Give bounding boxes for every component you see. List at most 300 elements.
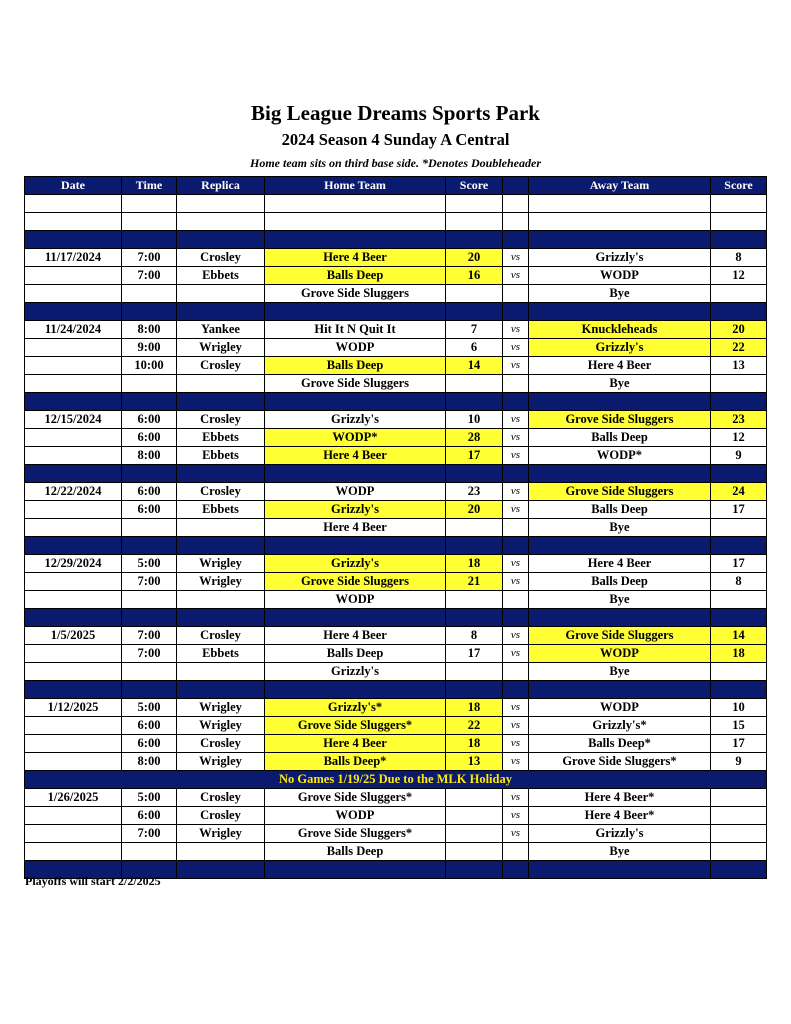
divider-cell (177, 681, 265, 699)
home-score-cell: 28 (446, 429, 503, 447)
home-team-cell: Here 4 Beer (265, 249, 446, 267)
away-team-cell: Bye (529, 843, 711, 861)
time-cell: 7:00 (122, 573, 177, 591)
replica-cell: Wrigley (177, 753, 265, 771)
divider-cell (25, 681, 122, 699)
time-cell: 7:00 (122, 249, 177, 267)
away-team-cell: Here 4 Beer* (529, 807, 711, 825)
game-row (25, 825, 767, 843)
empty-cell (711, 195, 767, 213)
vs-cell: vs (503, 447, 529, 465)
divider-cell (503, 681, 529, 699)
home-team-cell: Hit It N Quit It (265, 321, 446, 339)
home-score-cell (446, 285, 503, 303)
home-score-cell: 20 (446, 501, 503, 519)
vs-cell: vs (503, 645, 529, 663)
divider-cell (446, 861, 503, 879)
away-score-cell: 12 (711, 267, 767, 285)
home-team-cell: Grove Side Sluggers (265, 573, 446, 591)
divider-cell (503, 465, 529, 483)
replica-cell: Ebbets (177, 501, 265, 519)
empty-cell (122, 213, 177, 231)
home-score-cell: 17 (446, 447, 503, 465)
away-team-cell: Bye (529, 591, 711, 609)
away-team-cell: Bye (529, 375, 711, 393)
date-cell (25, 519, 122, 537)
game-row (25, 663, 767, 681)
date-cell (25, 375, 122, 393)
time-cell: 5:00 (122, 555, 177, 573)
time-cell (122, 843, 177, 861)
replica-cell: Crosley (177, 483, 265, 501)
away-score-cell (711, 807, 767, 825)
home-team-cell: WODP (265, 339, 446, 357)
away-team-cell: Grove Side Sluggers (529, 627, 711, 645)
home-score-cell: 18 (446, 555, 503, 573)
away-score-cell (711, 789, 767, 807)
replica-cell: Crosley (177, 735, 265, 753)
divider-cell (503, 303, 529, 321)
divider-cell (122, 231, 177, 249)
replica-cell: Ebbets (177, 645, 265, 663)
home-score-cell: 7 (446, 321, 503, 339)
divider-cell (529, 861, 711, 879)
game-row (25, 735, 767, 753)
time-cell: 9:00 (122, 339, 177, 357)
home-team-cell: Balls Deep (265, 267, 446, 285)
away-team-cell: Grizzly's (529, 249, 711, 267)
date-cell (25, 285, 122, 303)
away-team-cell: Grove Side Sluggers* (529, 753, 711, 771)
home-score-cell: 21 (446, 573, 503, 591)
divider-cell (529, 681, 711, 699)
divider-cell (529, 465, 711, 483)
away-score-cell: 17 (711, 735, 767, 753)
home-score-cell (446, 663, 503, 681)
away-team-cell: Balls Deep (529, 573, 711, 591)
away-score-cell (711, 285, 767, 303)
empty-cell (177, 213, 265, 231)
home-score-cell: 22 (446, 717, 503, 735)
game-row (25, 519, 767, 537)
home-score-cell: 10 (446, 411, 503, 429)
game-row (25, 699, 767, 717)
away-team-cell: WODP (529, 267, 711, 285)
divider-cell (503, 537, 529, 555)
away-team-cell: Grizzly's* (529, 717, 711, 735)
home-team-cell: Here 4 Beer (265, 519, 446, 537)
empty-cell (503, 213, 529, 231)
divider-cell (265, 231, 446, 249)
time-cell (122, 519, 177, 537)
game-row (25, 573, 767, 591)
section-divider (25, 609, 767, 627)
away-team-cell: Bye (529, 519, 711, 537)
date-cell: 12/15/2024 (25, 411, 122, 429)
replica-cell: Crosley (177, 789, 265, 807)
time-cell: 8:00 (122, 447, 177, 465)
divider-cell (529, 231, 711, 249)
home-team-cell: Grizzly's (265, 555, 446, 573)
home-score-cell: 17 (446, 645, 503, 663)
divider-cell (177, 393, 265, 411)
divider-cell (446, 231, 503, 249)
home-team-cell: Grizzly's* (265, 699, 446, 717)
empty-cell (503, 195, 529, 213)
vs-cell: vs (503, 501, 529, 519)
away-team-cell: Grove Side Sluggers (529, 483, 711, 501)
away-team-cell: Grizzly's (529, 339, 711, 357)
divider-cell (446, 681, 503, 699)
away-team-cell: Balls Deep (529, 501, 711, 519)
replica-cell: Wrigley (177, 717, 265, 735)
away-team-cell: Here 4 Beer (529, 555, 711, 573)
vs-cell (503, 591, 529, 609)
divider-cell (177, 231, 265, 249)
time-cell: 6:00 (122, 411, 177, 429)
away-score-cell: 9 (711, 447, 767, 465)
divider-cell (265, 861, 446, 879)
divider-cell (122, 465, 177, 483)
divider-cell (122, 609, 177, 627)
away-team-cell: Knuckleheads (529, 321, 711, 339)
away-score-cell (711, 663, 767, 681)
time-cell (122, 591, 177, 609)
time-cell: 6:00 (122, 717, 177, 735)
divider-cell (177, 465, 265, 483)
col-away-score-header: Score (711, 177, 767, 195)
vs-cell: vs (503, 627, 529, 645)
col-home-score-header: Score (446, 177, 503, 195)
section-divider (25, 393, 767, 411)
away-score-cell: 9 (711, 753, 767, 771)
home-team-cell: Grizzly's (265, 411, 446, 429)
away-score-cell (711, 843, 767, 861)
date-cell (25, 735, 122, 753)
home-score-cell: 14 (446, 357, 503, 375)
time-cell: 8:00 (122, 753, 177, 771)
home-team-cell: Grove Side Sluggers* (265, 789, 446, 807)
away-score-cell: 20 (711, 321, 767, 339)
blank-row (25, 195, 767, 213)
time-cell: 10:00 (122, 357, 177, 375)
date-cell (25, 447, 122, 465)
section-divider (25, 303, 767, 321)
home-team-cell: Balls Deep (265, 843, 446, 861)
home-score-cell: 23 (446, 483, 503, 501)
game-row (25, 807, 767, 825)
replica-cell (177, 519, 265, 537)
home-score-cell: 18 (446, 735, 503, 753)
time-cell (122, 375, 177, 393)
vs-cell: vs (503, 699, 529, 717)
notice-row (25, 771, 767, 789)
time-cell: 6:00 (122, 735, 177, 753)
game-row (25, 249, 767, 267)
page-title: Big League Dreams Sports Park (251, 101, 540, 125)
home-team-cell: Here 4 Beer (265, 735, 446, 753)
game-row (25, 627, 767, 645)
home-team-cell: Grizzly's (265, 501, 446, 519)
game-row (25, 717, 767, 735)
divider-cell (529, 609, 711, 627)
home-score-cell: 20 (446, 249, 503, 267)
section-divider (25, 537, 767, 555)
game-row (25, 555, 767, 573)
date-cell (25, 717, 122, 735)
away-team-cell: WODP (529, 645, 711, 663)
game-row (25, 285, 767, 303)
time-cell: 6:00 (122, 501, 177, 519)
vs-cell: vs (503, 249, 529, 267)
vs-cell: vs (503, 321, 529, 339)
away-score-cell: 22 (711, 339, 767, 357)
playoffs-note: Playoffs will start 2/2/2025 (25, 874, 161, 888)
date-cell: 12/22/2024 (25, 483, 122, 501)
date-cell (25, 843, 122, 861)
home-team-cell: WODP (265, 591, 446, 609)
divider-cell (265, 393, 446, 411)
divider-cell (177, 609, 265, 627)
game-row (25, 789, 767, 807)
replica-cell (177, 285, 265, 303)
divider-cell (122, 393, 177, 411)
empty-cell (529, 213, 711, 231)
divider-cell (446, 303, 503, 321)
away-score-cell: 13 (711, 357, 767, 375)
col-away-team-header: Away Team (529, 177, 711, 195)
vs-cell: vs (503, 753, 529, 771)
empty-cell (711, 213, 767, 231)
time-cell: 7:00 (122, 267, 177, 285)
schedule-note: Home team sits on third base side. *Denotes Doubleheader (250, 156, 541, 170)
away-score-cell: 24 (711, 483, 767, 501)
vs-cell (503, 843, 529, 861)
date-cell (25, 501, 122, 519)
time-cell: 5:00 (122, 789, 177, 807)
date-cell: 1/26/2025 (25, 789, 122, 807)
vs-cell: vs (503, 411, 529, 429)
home-team-cell: Grove Side Sluggers* (265, 825, 446, 843)
away-team-cell: Balls Deep (529, 429, 711, 447)
section-divider (25, 681, 767, 699)
divider-cell (177, 861, 265, 879)
vs-cell: vs (503, 483, 529, 501)
date-cell: 11/24/2024 (25, 321, 122, 339)
divider-cell (265, 465, 446, 483)
date-cell: 12/29/2024 (25, 555, 122, 573)
col-time-header: Time (122, 177, 177, 195)
away-team-cell: Grove Side Sluggers (529, 411, 711, 429)
home-score-cell (446, 375, 503, 393)
divider-cell (265, 537, 446, 555)
divider-cell (711, 231, 767, 249)
away-score-cell: 17 (711, 501, 767, 519)
col-home-team-header: Home Team (265, 177, 446, 195)
replica-cell: Crosley (177, 627, 265, 645)
empty-cell (177, 195, 265, 213)
empty-cell (25, 213, 122, 231)
vs-cell: vs (503, 429, 529, 447)
schedule-body (25, 195, 767, 879)
header-row (25, 177, 767, 195)
time-cell: 7:00 (122, 825, 177, 843)
home-score-cell (446, 825, 503, 843)
game-row (25, 447, 767, 465)
vs-cell: vs (503, 339, 529, 357)
home-team-cell: Grove Side Sluggers (265, 375, 446, 393)
home-score-cell: 13 (446, 753, 503, 771)
away-score-cell (711, 825, 767, 843)
divider-cell (503, 231, 529, 249)
game-row (25, 429, 767, 447)
time-cell: 8:00 (122, 321, 177, 339)
empty-cell (446, 213, 503, 231)
divider-cell (503, 609, 529, 627)
time-cell (122, 285, 177, 303)
replica-cell (177, 843, 265, 861)
game-row (25, 483, 767, 501)
empty-cell (265, 195, 446, 213)
divider-cell (446, 393, 503, 411)
home-score-cell (446, 591, 503, 609)
divider-cell (711, 861, 767, 879)
home-score-cell: 18 (446, 699, 503, 717)
date-cell (25, 645, 122, 663)
game-row (25, 267, 767, 285)
away-score-cell: 23 (711, 411, 767, 429)
divider-cell (503, 393, 529, 411)
game-row (25, 645, 767, 663)
divider-cell (711, 609, 767, 627)
home-team-cell: Balls Deep* (265, 753, 446, 771)
vs-cell (503, 375, 529, 393)
holiday-notice: No Games 1/19/25 Due to the MLK Holiday (25, 771, 767, 789)
divider-cell (529, 537, 711, 555)
replica-cell: Wrigley (177, 825, 265, 843)
empty-cell (446, 195, 503, 213)
divider-cell (711, 393, 767, 411)
replica-cell (177, 663, 265, 681)
replica-cell (177, 591, 265, 609)
replica-cell: Wrigley (177, 555, 265, 573)
empty-cell (122, 195, 177, 213)
divider-cell (25, 303, 122, 321)
home-team-cell: Grove Side Sluggers (265, 285, 446, 303)
away-team-cell: Grizzly's (529, 825, 711, 843)
home-score-cell (446, 789, 503, 807)
away-score-cell: 14 (711, 627, 767, 645)
divider-cell (529, 303, 711, 321)
home-score-cell (446, 519, 503, 537)
replica-cell: Crosley (177, 357, 265, 375)
away-score-cell (711, 375, 767, 393)
home-score-cell: 8 (446, 627, 503, 645)
date-cell (25, 591, 122, 609)
section-divider (25, 465, 767, 483)
home-team-cell: Grizzly's (265, 663, 446, 681)
divider-cell (265, 681, 446, 699)
game-row (25, 339, 767, 357)
divider-cell (711, 681, 767, 699)
divider-cell (25, 393, 122, 411)
game-row (25, 591, 767, 609)
game-row (25, 753, 767, 771)
date-cell (25, 663, 122, 681)
empty-cell (529, 195, 711, 213)
home-team-cell: WODP (265, 483, 446, 501)
divider-cell (711, 465, 767, 483)
divider-cell (122, 303, 177, 321)
time-cell: 5:00 (122, 699, 177, 717)
divider-cell (446, 609, 503, 627)
replica-cell: Crosley (177, 411, 265, 429)
game-row (25, 321, 767, 339)
replica-cell: Crosley (177, 249, 265, 267)
date-cell (25, 573, 122, 591)
replica-cell (177, 375, 265, 393)
away-team-cell: Bye (529, 663, 711, 681)
replica-cell: Wrigley (177, 573, 265, 591)
empty-cell (265, 213, 446, 231)
blank-row (25, 213, 767, 231)
col-vs-header (503, 177, 529, 195)
replica-cell: Crosley (177, 807, 265, 825)
vs-cell: vs (503, 807, 529, 825)
vs-cell: vs (503, 789, 529, 807)
section-divider (25, 231, 767, 249)
replica-cell: Ebbets (177, 429, 265, 447)
divider-cell (265, 609, 446, 627)
divider-cell (446, 537, 503, 555)
home-score-cell: 16 (446, 267, 503, 285)
divider-cell (122, 681, 177, 699)
game-row (25, 843, 767, 861)
home-team-cell: Grove Side Sluggers* (265, 717, 446, 735)
home-team-cell: WODP (265, 807, 446, 825)
replica-cell: Ebbets (177, 267, 265, 285)
game-row (25, 501, 767, 519)
vs-cell: vs (503, 357, 529, 375)
game-row (25, 375, 767, 393)
date-cell (25, 339, 122, 357)
vs-cell: vs (503, 717, 529, 735)
divider-cell (122, 537, 177, 555)
date-cell: 11/17/2024 (25, 249, 122, 267)
home-team-cell: Balls Deep (265, 645, 446, 663)
replica-cell: Wrigley (177, 699, 265, 717)
home-team-cell: Here 4 Beer (265, 447, 446, 465)
vs-cell: vs (503, 555, 529, 573)
col-date-header: Date (25, 177, 122, 195)
replica-cell: Wrigley (177, 339, 265, 357)
away-score-cell: 8 (711, 573, 767, 591)
away-team-cell: Balls Deep* (529, 735, 711, 753)
vs-cell (503, 519, 529, 537)
date-cell (25, 267, 122, 285)
page-subtitle: 2024 Season 4 Sunday A Central (281, 130, 510, 149)
time-cell: 7:00 (122, 627, 177, 645)
divider-cell (529, 393, 711, 411)
vs-cell: vs (503, 267, 529, 285)
vs-cell (503, 663, 529, 681)
time-cell: 6:00 (122, 807, 177, 825)
date-cell: 1/12/2025 (25, 699, 122, 717)
away-score-cell: 12 (711, 429, 767, 447)
divider-cell (503, 861, 529, 879)
time-cell: 6:00 (122, 429, 177, 447)
date-cell (25, 807, 122, 825)
